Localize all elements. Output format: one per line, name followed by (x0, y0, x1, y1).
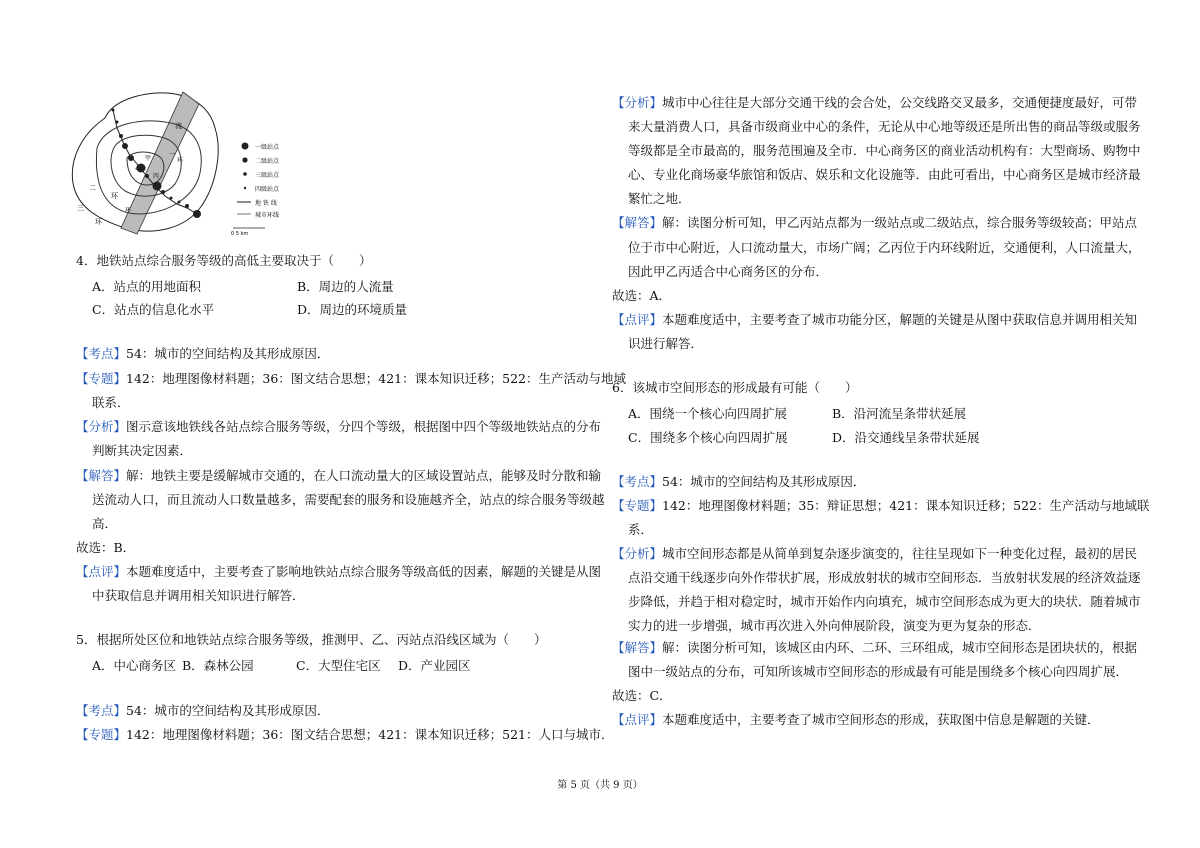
map-label-1: 一 (169, 151, 176, 158)
city-map-figure (65, 88, 305, 238)
q4-dianping-cont: 中获取信息并调用相关知识进行解答． (92, 588, 305, 603)
q6-stem: 6．该城市空间形态的形成最有可能（ ） (612, 380, 858, 395)
q5-kaodian: 【考点】54：城市的空间结构及其形成原因． (76, 703, 330, 718)
q5-dianping-cont: 识进行解答． (628, 336, 704, 351)
map-label-san: 三 (77, 204, 84, 212)
q6-jieda: 【解答】解：读图分析可知，该城区由内环、二环、三环组成，城市空间形态是团块状的，根据 (612, 640, 1138, 655)
q4-option-d: D．周边的环境质量 (297, 302, 408, 317)
map-label-huan1: 环 (111, 192, 118, 200)
map-label-er: 二 (89, 184, 96, 192)
q5-zhuanti: 【专题】142：地理图像材料题；36：图文结合思想；421：课本知识迁移；521：人口与城市． (76, 727, 614, 742)
q6-jieda-cont1: 图中一级站点的分布，可知所该城市空间形态的形成最有可能是围绕多个核心向四周扩展． (628, 664, 1129, 679)
q5-jieda-cont2: 因此甲乙丙适合中心商务区的分布． (628, 264, 829, 279)
map-label-river: 流 (175, 122, 182, 130)
page-footer: 第 5 页（共 9 页） (557, 780, 643, 791)
legend-level3: 三级站点 (255, 172, 280, 179)
river-band (121, 92, 199, 234)
q5-option-b: B．森林公园 (182, 658, 254, 673)
q5-jieda: 【解答】解：读图分析可知，甲乙丙站点都为一级站点或二级站点，综合服务等级较高；甲站点 (612, 215, 1138, 230)
q4-dianping: 【点评】本题难度适中，主要考查了影响地铁站点综合服务等级高低的因素，解题的关键是从图 (76, 564, 602, 579)
q6-dianping: 【点评】本题难度适中，主要考查了城市空间形态的形成，获取图中信息是解题的关键． (612, 712, 1100, 727)
q5-fenxi-cont2: 等级都是全市最高的，服务范围遍及全市．中心商务区的商业活动机构有：大型商场、购物中 (628, 143, 1141, 158)
q6-kaodian: 【考点】54：城市的空间结构及其形成原因． (612, 474, 866, 489)
q4-stem: 4．地铁站点综合服务等级的高低主要取决于（ ） (76, 253, 372, 268)
map-label-jia: 甲 (145, 155, 152, 162)
q6-fenxi-cont3: 实力的进一步增强，城市再次进入外向伸展阶段，演变为更为复杂的形态． (628, 618, 1041, 633)
q5-fenxi-cont1: 来大量消费人口，具备市级商业中心的条件，无论从中心地等级还是所出售的商品等级或服务 (628, 119, 1141, 134)
q4-jieda: 【解答】解：地铁主要是缓解城市交通的，在人口流动量大的区域设置站点，能够及时分散和输 (76, 468, 602, 483)
q4-option-c: C．站点的信息化水平 (92, 302, 215, 317)
q4-answer: 故选：B． (76, 540, 136, 555)
q5-stem: 5．根据所处区位和地铁站点综合服务等级，推测甲、乙、丙站点沿线区域为（ ） (76, 632, 547, 647)
q5-fenxi: 【分析】城市中心往往是大部分交通干线的会合处，公交线路交叉最多，交通便捷度最好，可带 (612, 95, 1138, 110)
q6-fenxi-cont2: 步降低，并趋于相对稳定时，城市开始作内向填充，城市空间形态成为更大的块状．随着城市 (628, 594, 1141, 609)
q5-option-c: C．大型住宅区 (296, 658, 381, 673)
map-label-bing: 丙 (153, 173, 160, 180)
q6-fenxi: 【分析】城市空间形态都是从简单到复杂逐步演变的，往往呈现如下一种变化过程，最初的居民 (612, 546, 1138, 561)
q5-jieda-cont1: 位于市中心附近，人口流动量大，市场广阔；乙丙位于内环线附近，交通便利，人口流量大， (628, 240, 1141, 255)
q5-fenxi-cont3: 心、专业化商场豪华旅馆和饭店、娱乐和文化设施等．由此可看出，中心商务区是城市经济最 (628, 167, 1141, 182)
map-label-huan3: 环 (177, 157, 184, 164)
q4-zhuanti-cont: 联系． (92, 395, 130, 410)
q6-option-b: B．沿河流呈条带状延展 (832, 406, 967, 421)
q4-option-a: A．站点的用地面积 (92, 279, 202, 294)
q4-fenxi-cont: 判断其决定因素． (92, 443, 193, 458)
q6-option-c: C．围绕多个核心向四周扩展 (628, 430, 788, 445)
legend-level2: 二级站点 (255, 158, 280, 165)
legend-level4: 四级站点 (255, 186, 280, 193)
map-label-yi: 乙 (135, 165, 142, 172)
q6-fenxi-cont1: 点沿交通干线逐步向外作带状扩展，形成放射状的城市空间形态．当放射状发展的经济效益逐 (628, 570, 1141, 585)
q6-zhuanti: 【专题】142：地理图像材料题；35：辩证思想；421：课本知识迁移；522：生产活动与地域联 (612, 498, 1150, 513)
q5-fenxi-cont4: 繁忙之地． (628, 191, 691, 206)
q4-option-b: B．周边的人流量 (297, 279, 394, 294)
q6-option-d: D．沿交通线呈条带状延展 (832, 430, 980, 445)
q4-jieda-cont1: 送流动人口，而且流动人口数量越多，需要配套的服务和设施越齐全，站点的综合服务等级越 (92, 492, 605, 507)
q6-zhuanti-cont: 系． (628, 522, 654, 537)
q6-option-a: A．围绕一个核心向四周扩展 (628, 406, 788, 421)
map-scale: 0 5 km (231, 231, 249, 237)
legend-level1: 一级站点 (255, 144, 280, 151)
q5-option-d: D．产业园区 (398, 658, 471, 673)
q6-answer: 故选：C． (612, 688, 672, 703)
legend-metro: 地 铁 线 (255, 200, 277, 207)
q5-option-a: A．中心商务区 (92, 658, 177, 673)
map-label-huan4: 环 (125, 207, 132, 214)
q4-kaodian: 【考点】54：城市的空间结构及其形成原因． (76, 346, 330, 361)
q5-answer: 故选：A． (612, 288, 672, 303)
q4-fenxi: 【分析】图示意该地铁线各站点综合服务等级，分四个等级，根据图中四个等级地铁站点的分布 (76, 419, 602, 434)
legend-ringroad: 城市环线 (255, 212, 280, 219)
map-label-huan2: 环 (95, 218, 102, 226)
q4-zhuanti: 【专题】142：地理图像材料题；36：图文结合思想；421：课本知识迁移；522：生产活动与地域 (76, 371, 626, 386)
q4-jieda-cont2: 高． (92, 516, 118, 531)
q5-dianping: 【点评】本题难度适中，主要考查了城市功能分区，解题的关键是从图中获取信息并调用相关知 (612, 312, 1138, 327)
